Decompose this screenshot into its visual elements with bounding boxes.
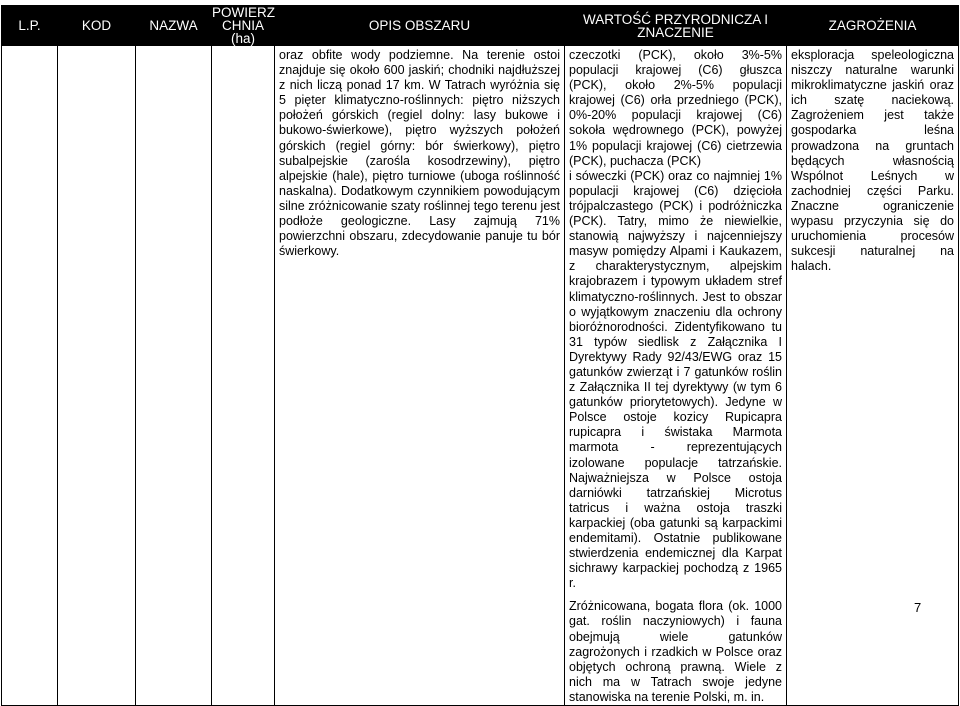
cell-nazwa [136, 46, 212, 706]
header-row [2, 6, 959, 46]
wartosc-paragraph-3: Zróżnicowana, bogata flora (ok. 1000 gat. roślin naczyniowych) i fauna obejmują wiele gatunków zagrożonych i rzadkich w Polsce oraz objętych ochroną prawną. Wiele z nich ma w Tatrach swoje jedyne stanowiska na terenie Polski, m. in. [569, 599, 782, 704]
header-opis: OPIS OBSZARU [275, 6, 565, 46]
zagrozenia-text: eksploracja speleologiczna niszczy naturalne warunki mikroklimatyczne jaskiń oraz ich szatę naciekową. Zagrożeniem jest także gospodarka leśna prowadzona na gruntach będących własnością Wspólnot Leśnych w zachodniej części Parku. Znaczne ograniczenie wypasu przyczynia się do uruchomienia procesów sukcesji naturalnej na halach. [791, 48, 954, 274]
header-nazwa: NAZWA [136, 6, 212, 46]
header-powierzchnia-line-1: POWIERZ [212, 5, 275, 20]
header-powierzchnia-line-3: (ha) [230, 31, 255, 46]
header-wartosc-line-2: ZNACZENIE [637, 24, 714, 40]
header-zagrozenia: ZAGROŻENIA [787, 6, 959, 46]
cell-powierzchnia [212, 46, 275, 706]
cell-lp [2, 46, 58, 706]
wartosc-paragraph-2: i sóweczki (PCK) oraz co najmniej 1% populacji krajowej (C6) dzięcioła trójpalczastego (PCK) i podróżniczka (PCK). Tatry, mimo że niewielkie, stanowią najwyższy i najcenniejszy masyw pomiędzy Alpami i Kaukazem, z charakterystycznym, alpejskim krajobrazem i typowym układem stref klimatyczno-roślinnych. Jest to obszar o wyjątkowym znaczeniu dla ochrony bioróżnorodności. Zidentyfikowano tu 31 typów siedlisk z Załącznika I Dyrektywy Rady 92/43/EWG oraz 15 gatunków zwierząt i 7 gatunków roślin z Załącznika II tej dyrektywy (w tym 6 gatunków priorytetowych). Jedyne w Polsce ostoje kozicy Rupicapra rupicapra i świstaka Marmota marmota - reprezentujących izolowane populacje tatrzańskie. Najważniejsza w Polsce ostoja darniówki tatrzańskiej Microtus tatricus i ważna ostoja traszki karpackiej (oba gatunki są karpackimi endemitami). Ostatnie publikowane stwierdzenia endemicznej dla Karpat sichrawy karpackiej pochodzą z 1965 r. [569, 168, 782, 591]
table-row [2, 46, 959, 706]
cell-kod [58, 46, 136, 706]
header-wartosc-line-1: WARTOŚĆ PRZYRODNICZA I [582, 11, 769, 27]
cell-opis [275, 46, 565, 706]
wartosc-text [565, 46, 786, 705]
wartosc-paragraph-1: czeczotki (PCK), około 3%-5% populacji krajowej (C6) głuszca (PCK), około 2%-5% populacji krajowej (C6) orła przedniego (PCK), 0%-20% populacji krajowej (C6) sokoła wędrownego (PCK), powyżej 1% populacji krajowej (C6) cietrzewia (PCK), puchacza (PCK) [569, 48, 782, 168]
header-lp: L.P. [2, 6, 58, 46]
header-powierzchnia [212, 6, 275, 46]
paragraph-gap [569, 591, 782, 599]
header-wartosc [565, 6, 787, 46]
habitat-table [1, 5, 959, 706]
opis-text: oraz obfite wody podziemne. Na terenie ostoi znajduje się około 600 jaskiń; chodniki najdłuższej z nich liczą ponad 17 km. W Tatrach wyróżnia się 5 pięter klimatyczno-roślinnych: piętro niższych położeń górskich (regiel dolny: lasy bukowe i bukowo-świerkowe), piętro wyższych położeń górskich (regiel górny: bór świerkowy), piętro subalpejskie (zarośla kosodrzewiny), piętro alpejskie (hale), piętro turniowe (uboga roślinność naskalna). Dodatkowym czynnikiem powodującym silne zróżnicowanie szaty roślinnej tego terenu jest podłoże geologiczne. Lasy zajmują 71% powierzchni obszaru, zdecydowanie panuje tu bór świerkowy. [279, 48, 560, 259]
page-number: 7 [914, 600, 922, 615]
cell-wartosc [565, 46, 787, 706]
cell-zagrozenia [787, 46, 959, 706]
header-powierzchnia-line-2: CHNIA [221, 18, 264, 33]
header-kod: KOD [58, 6, 136, 46]
